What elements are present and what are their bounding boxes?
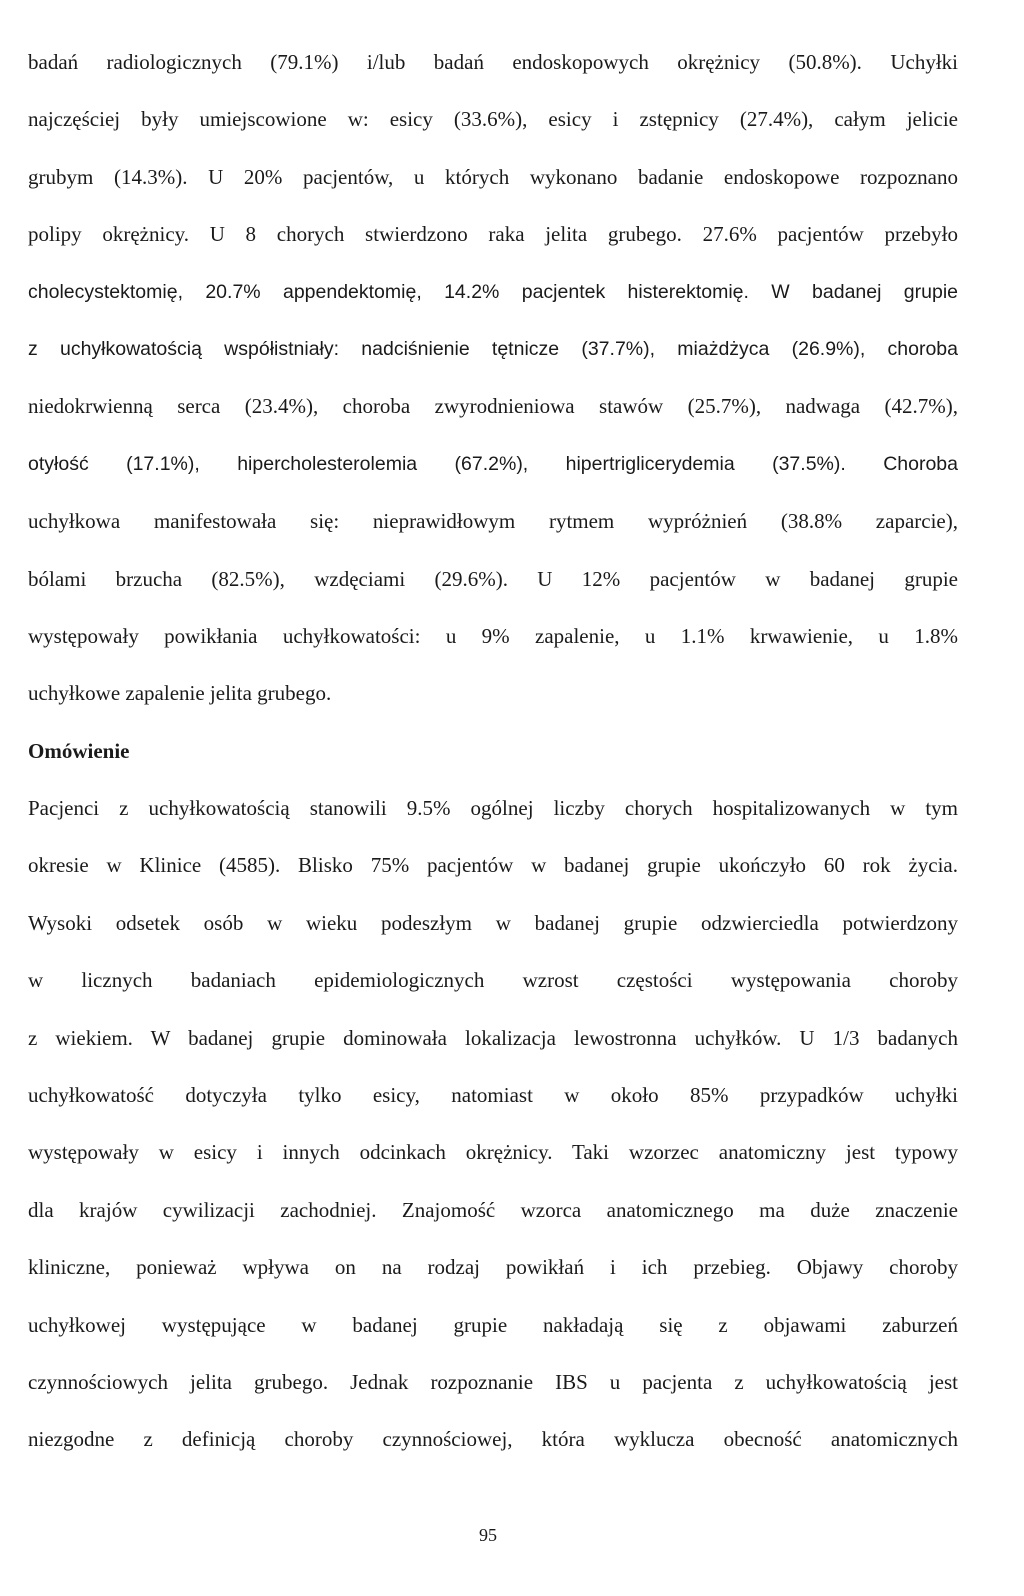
text-line: uchyłkowe zapalenie jelita grubego. <box>28 681 332 706</box>
text-line: występowały w esicy i innych odcinkach okrężnicy. Taki wzorzec anatomiczny jest typowy <box>28 1140 958 1165</box>
text-line: badań radiologicznych (79.1%) i/lub badań endoskopowych okrężnicy (50.8%). Uchyłki <box>28 50 958 74</box>
text-line: z uchyłkowatością współistniały: nadciśnienie tętnicze (37.7%), miażdżyca (26.9%), choroba <box>28 337 958 360</box>
text-line: w licznych badaniach epidemiologicznych wzrost częstości występowania choroby <box>28 968 958 993</box>
text-line: bólami brzucha (82.5%), wzdęciami (29.6%). U 12% pacjentów w badanej grupie <box>28 566 958 591</box>
text-line: z wiekiem. W badanej grupie dominowała lokalizacja lewostronna uchyłków. U 1/3 badanych <box>28 1025 958 1050</box>
text-line: Wysoki odsetek osób w wieku podeszłym w badanej grupie odzwierciedla potwierdzony <box>28 910 958 935</box>
text-line: czynnościowych jelita grubego. Jednak rozpoznanie IBS u pacjenta z uchyłkowatością jest <box>28 1369 958 1394</box>
text-line: uchyłkowej występujące w badanej grupie nakładają się z objawami zaburzeń <box>28 1312 958 1337</box>
text-line: Pacjenci z uchyłkowatością stanowili 9.5% ogólnej liczby chorych hospitalizowanych w tym <box>28 796 958 821</box>
document-page <box>28 34 958 1469</box>
discussion-paragraph <box>28 780 958 1469</box>
text-line: uchyłkowa manifestowała się: nieprawidłowym rytmem wypróżnień (38.8% zaparcie), <box>28 509 958 534</box>
section-heading: Omówienie <box>28 738 130 763</box>
text-line: cholecystektomię, 20.7% appendektomię, 14.2% pacjentek histerektomię. W badanej grupie <box>28 280 958 303</box>
results-paragraph <box>28 34 958 723</box>
text-line: kliniczne, ponieważ wpływa on na rodzaj powikłań i ich przebieg. Objawy choroby <box>28 1255 958 1280</box>
text-line: dla krajów cywilizacji zachodniej. Znajomość wzorca anatomicznego ma duże znaczenie <box>28 1197 958 1222</box>
page-number: 95 <box>479 1525 497 1545</box>
text-line: uchyłkowatość dotyczyła tylko esicy, natomiast w około 85% przypadków uchyłki <box>28 1083 958 1108</box>
text-line: niedokrwienną serca (23.4%), choroba zwyrodnieniowa stawów (25.7%), nadwaga (42.7%), <box>28 394 958 419</box>
text-line: niezgodne z definicją choroby czynnościowej, która wyklucza obecność anatomicznych <box>28 1427 958 1452</box>
text-line: grubym (14.3%). U 20% pacjentów, u których wykonano badanie endoskopowe rozpoznano <box>28 164 958 189</box>
text-line: występowały powikłania uchyłkowatości: u 9% zapalenie, u 1.1% krwawienie, u 1.8% <box>28 623 958 648</box>
text-line: otyłość (17.1%), hipercholesterolemia (67.2%), hipertriglicerydemia (37.5%). Choroba <box>28 452 958 475</box>
text-line: najczęściej były umiejscowione w: esicy (33.6%), esicy i zstępnicy (27.4%), całym jelicie <box>28 107 958 132</box>
text-line: okresie w Klinice (4585). Blisko 75% pacjentów w badanej grupie ukończyło 60 rok życia. <box>28 853 958 878</box>
text-line: polipy okrężnicy. U 8 chorych stwierdzono raka jelita grubego. 27.6% pacjentów przebyło <box>28 222 958 247</box>
